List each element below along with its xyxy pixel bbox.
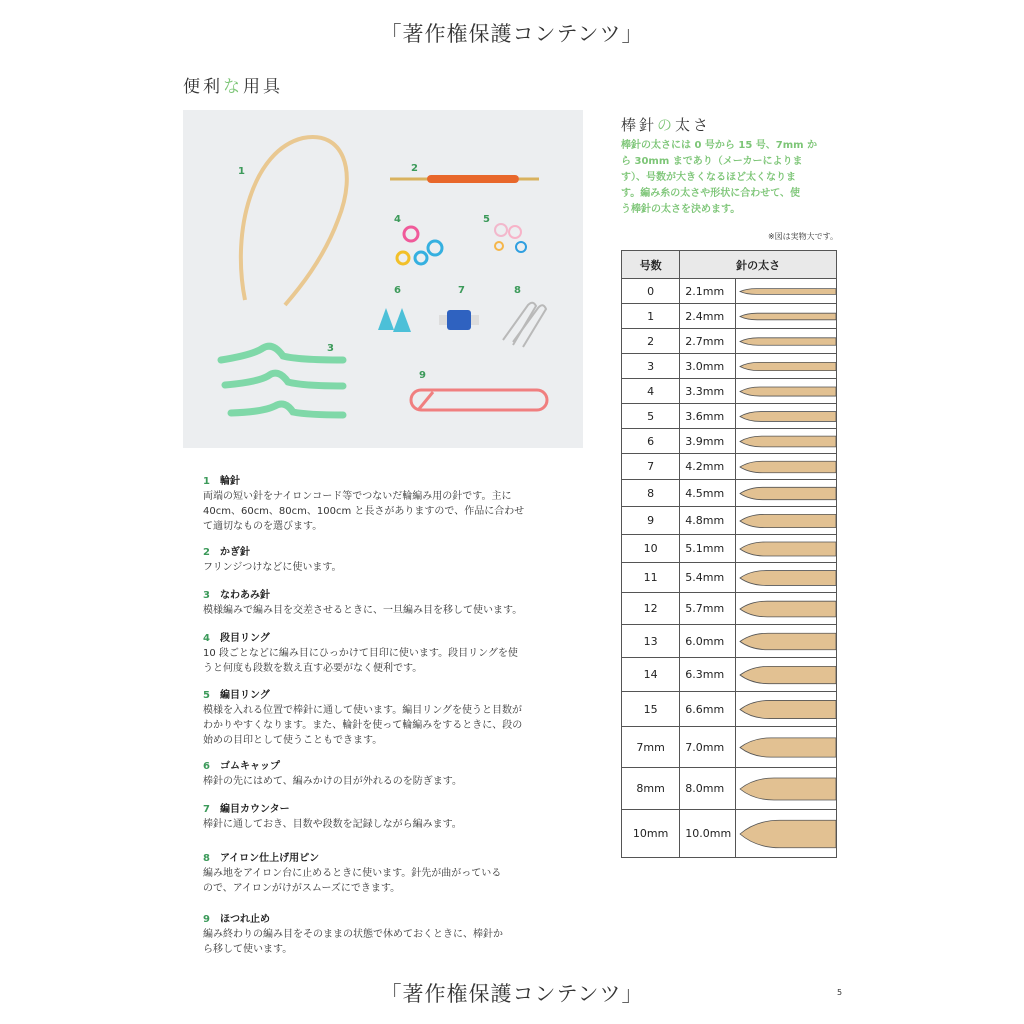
row-counter-icon (447, 310, 471, 330)
split-ring-markers-icon (397, 227, 442, 264)
needle-number: 13 (622, 625, 680, 658)
scale-note: ※図は実物大です。 (767, 232, 838, 241)
list-item: 8 アイロン仕上げ用ピン 編み地をアイロン台に止めるときに使います。針先が曲がっている ので、アイロンがけがスムーズにできます。 (203, 853, 502, 894)
needle-drawing-cell (736, 279, 837, 304)
section-title: 便利な用具 (183, 77, 283, 97)
needle-drawing-cell (736, 429, 837, 454)
table-row (622, 354, 837, 379)
needle-drawing-cell (736, 810, 837, 858)
needle-size: 7.0mm (680, 727, 736, 768)
needle-number: 0 (622, 279, 680, 304)
needle-drawing-cell (736, 454, 837, 480)
photo-label-5: 5 (483, 214, 490, 225)
needle-shape (740, 601, 836, 617)
needle-number: 4 (622, 379, 680, 404)
needle-shape (740, 820, 836, 848)
ironing-pins-icon (503, 303, 546, 347)
needle-number: 7 (622, 454, 680, 480)
needle-size: 8.0mm (680, 768, 736, 810)
needle-size: 4.5mm (680, 480, 736, 507)
needle-shape (740, 778, 836, 800)
needle-number: 5 (622, 404, 680, 429)
needle-shape (740, 514, 836, 527)
needle-shape (740, 737, 836, 756)
needle-drawing-cell (736, 727, 837, 768)
photo-label-4: 4 (394, 214, 401, 225)
photo-label-9: 9 (419, 370, 426, 381)
list-item: 2 かぎ針 フリンジつけなどに使います。 (203, 547, 342, 573)
list-item: 1 輪針 両端の短い針をナイロンコード等でつないだ輪編み用の針です。主に 40cm、60cm、80cm、100cm と長さがありますので、作品に合わせ て適切なものを選びます。 (203, 476, 525, 532)
needle-number: 1 (622, 304, 680, 329)
needle-number: 6 (622, 429, 680, 454)
list-item: 3 なわあみ針 模様編みで編み目を交差させるときに、一旦編み目を移して使います。 (203, 590, 523, 616)
needle-shape (740, 700, 836, 718)
needle-drawing-cell (736, 507, 837, 535)
needle-size: 3.6mm (680, 404, 736, 429)
needle-number: 2 (622, 329, 680, 354)
needle-size: 5.1mm (680, 535, 736, 563)
needle-size: 2.4mm (680, 304, 736, 329)
needle-description: 棒針の太さには 0 号から 15 号、7mm か ら 30mm まであり（メーカーによりま す）、号数が大きくなるほど太くなりま す。編み糸の太さや形状に合わせて、使 う棒針の太さを決めます。 (621, 140, 818, 215)
page-number: 5 (837, 988, 843, 997)
needle-size: 5.4mm (680, 563, 736, 593)
needle-number: 10 (622, 535, 680, 563)
list-item: 6 ゴムキャップ 棒針の先にはめて、編みかけの目が外れるのを防ぎます。 (203, 761, 462, 787)
needle-size: 3.3mm (680, 379, 736, 404)
needle-shape (740, 337, 836, 344)
table-row (622, 507, 837, 535)
needle-size: 6.6mm (680, 692, 736, 727)
needle-size: 3.0mm (680, 354, 736, 379)
table-row (622, 454, 837, 480)
needle-shape (740, 313, 836, 320)
needle-size: 6.3mm (680, 658, 736, 692)
table-row (622, 593, 837, 625)
needle-drawing-cell (736, 354, 837, 379)
table-row (622, 304, 837, 329)
circular-needle-icon (241, 137, 347, 305)
table-row (622, 810, 837, 858)
table-row (622, 658, 837, 692)
needle-size: 2.7mm (680, 329, 736, 354)
needle-drawing-cell (736, 658, 837, 692)
table-row (622, 535, 837, 563)
needle-drawing-cell (736, 535, 837, 563)
needle-size: 2.1mm (680, 279, 736, 304)
photo-label-6: 6 (394, 285, 401, 296)
needle-shape (740, 541, 836, 555)
list-item: 7 編目カウンター 棒針に通しておき、目数や段数を記録しながら編みます。 (203, 804, 462, 830)
needle-drawing-cell (736, 768, 837, 810)
needle-drawing-cell (736, 625, 837, 658)
needle-number: 10mm (622, 810, 680, 858)
watermark-bottom: 「著作権保護コンテンツ」 (380, 982, 644, 1006)
photo-label-7: 7 (458, 285, 465, 296)
table-row (622, 379, 837, 404)
needle-drawing-cell (736, 404, 837, 429)
needle-size: 10.0mm (680, 810, 736, 858)
list-item: 5 編目リング 模様を入れる位置で棒針に通して使います。編目リングを使うと目数が わかりやすくなります。また、輪針を使って輪編みをするときに、段の 始めの目印として使うこともできます。 (203, 690, 523, 746)
column-header-thickness: 針の太さ (680, 251, 837, 279)
table-row (622, 727, 837, 768)
needle-size: 4.8mm (680, 507, 736, 535)
needle-size: 4.2mm (680, 454, 736, 480)
needle-number: 7mm (622, 727, 680, 768)
table-row (622, 429, 837, 454)
needle-drawing-cell (736, 563, 837, 593)
needle-section-title: 棒針の太さ (621, 116, 712, 134)
table-row (622, 625, 837, 658)
table-row (622, 480, 837, 507)
needle-number: 14 (622, 658, 680, 692)
rubber-caps-icon (378, 308, 411, 332)
photo-label-2: 2 (411, 163, 418, 174)
needle-number: 12 (622, 593, 680, 625)
needle-number: 15 (622, 692, 680, 727)
table-row (622, 329, 837, 354)
needle-drawing-cell (736, 304, 837, 329)
table-row (622, 404, 837, 429)
needle-number: 9 (622, 507, 680, 535)
needle-shape (740, 487, 836, 499)
table-row (622, 768, 837, 810)
list-item: 4 段目リング 10 段ごとなどに編み目にひっかけて目印に使います。段目リングを使 うと何度も段数を数え直す必要がなく便利です。 (203, 633, 518, 674)
tools-photo (183, 110, 583, 448)
table-row (622, 279, 837, 304)
needle-size: 3.9mm (680, 429, 736, 454)
needle-drawing-cell (736, 329, 837, 354)
needle-shape (740, 666, 836, 683)
needle-size-table (621, 250, 837, 858)
needle-number: 8mm (622, 768, 680, 810)
needle-shape (740, 461, 836, 473)
photo-label-8: 8 (514, 285, 521, 296)
needle-shape (740, 386, 836, 395)
needle-drawing-cell (736, 480, 837, 507)
column-header-number: 号数 (622, 251, 680, 279)
needle-shape (740, 436, 836, 447)
needle-size: 5.7mm (680, 593, 736, 625)
needle-shape (740, 411, 836, 421)
watermark-top: 「著作権保護コンテンツ」 (380, 22, 644, 46)
tools-illustration (183, 110, 583, 448)
photo-label-1: 1 (238, 166, 245, 177)
cable-needles-icon (221, 346, 343, 415)
needle-shape (740, 570, 836, 585)
needle-size: 6.0mm (680, 625, 736, 658)
needle-shape (740, 633, 836, 650)
needle-number: 3 (622, 354, 680, 379)
needle-number: 8 (622, 480, 680, 507)
needle-shape (740, 288, 836, 294)
photo-label-3: 3 (327, 343, 334, 354)
needle-drawing-cell (736, 692, 837, 727)
needle-drawing-cell (736, 593, 837, 625)
list-item: 9 ほつれ止め 編み終わりの編み目をそのままの状態で休めておくときに、棒針か ら移して使います。 (203, 914, 503, 955)
table-row (622, 692, 837, 727)
needle-number: 11 (622, 563, 680, 593)
stitch-rings-icon (495, 224, 526, 252)
needle-shape (740, 362, 836, 370)
table-row (622, 563, 837, 593)
needle-drawing-cell (736, 379, 837, 404)
